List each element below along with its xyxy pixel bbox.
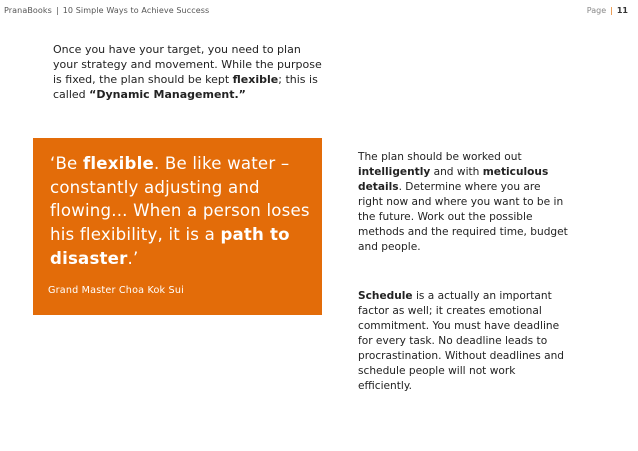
schedule-text: is a actually an important factor as well; it creates emotional commitment. You must have deadline for every task. No deadline leads to procrastination. Without deadlines and schedule people will not work efficiently.	[358, 290, 565, 392]
page-indicator	[587, 6, 628, 15]
intro-text: ; this is called	[53, 73, 318, 101]
quote-callout	[33, 138, 322, 315]
header-separator: |	[55, 6, 59, 15]
plan-text: . Determine where you are right now and where you want to be in the future. Work out the possible methods and the required time, budget and people.	[358, 181, 568, 253]
schedule-paragraph	[358, 289, 568, 394]
page-label: Page	[586, 6, 607, 15]
intro-bold-dynamic-management: “Dynamic Management.”	[89, 88, 246, 101]
intro-text: Once you have your target, you need to plan your strategy and movement. While the purpose is fixed, the plan should be kept	[53, 43, 322, 86]
quote-bold-flexible: flexible	[82, 154, 154, 173]
schedule-bold-heading: Schedule	[358, 290, 413, 302]
quote-bold-path-to-disaster: path to disaster	[50, 225, 290, 268]
plan-paragraph	[358, 150, 568, 255]
plan-text: The plan should be worked out	[358, 151, 522, 163]
intro-paragraph	[53, 42, 323, 102]
running-header	[4, 6, 209, 15]
plan-text: and with	[430, 166, 483, 178]
page-number: 11	[616, 6, 628, 15]
quote-span: ‘Be	[50, 154, 83, 173]
plan-bold-intelligently: intelligently	[358, 166, 431, 178]
page-separator: |	[610, 6, 613, 15]
quote-text	[50, 152, 316, 271]
intro-bold-flexible: flexible	[232, 73, 279, 86]
document-title: 10 Simple Ways to Achieve Success	[62, 6, 210, 15]
quote-author: Grand Master Choa Kok Sui	[48, 285, 184, 296]
book-title: PranaBooks	[4, 6, 52, 15]
quote-span: .’	[127, 248, 139, 268]
quote-span: . Be like water – constantly adjusting and flowing... When a person loses his flexibility, it is a	[50, 154, 310, 245]
plan-bold-meticulous-details: meticulous details	[358, 166, 549, 193]
